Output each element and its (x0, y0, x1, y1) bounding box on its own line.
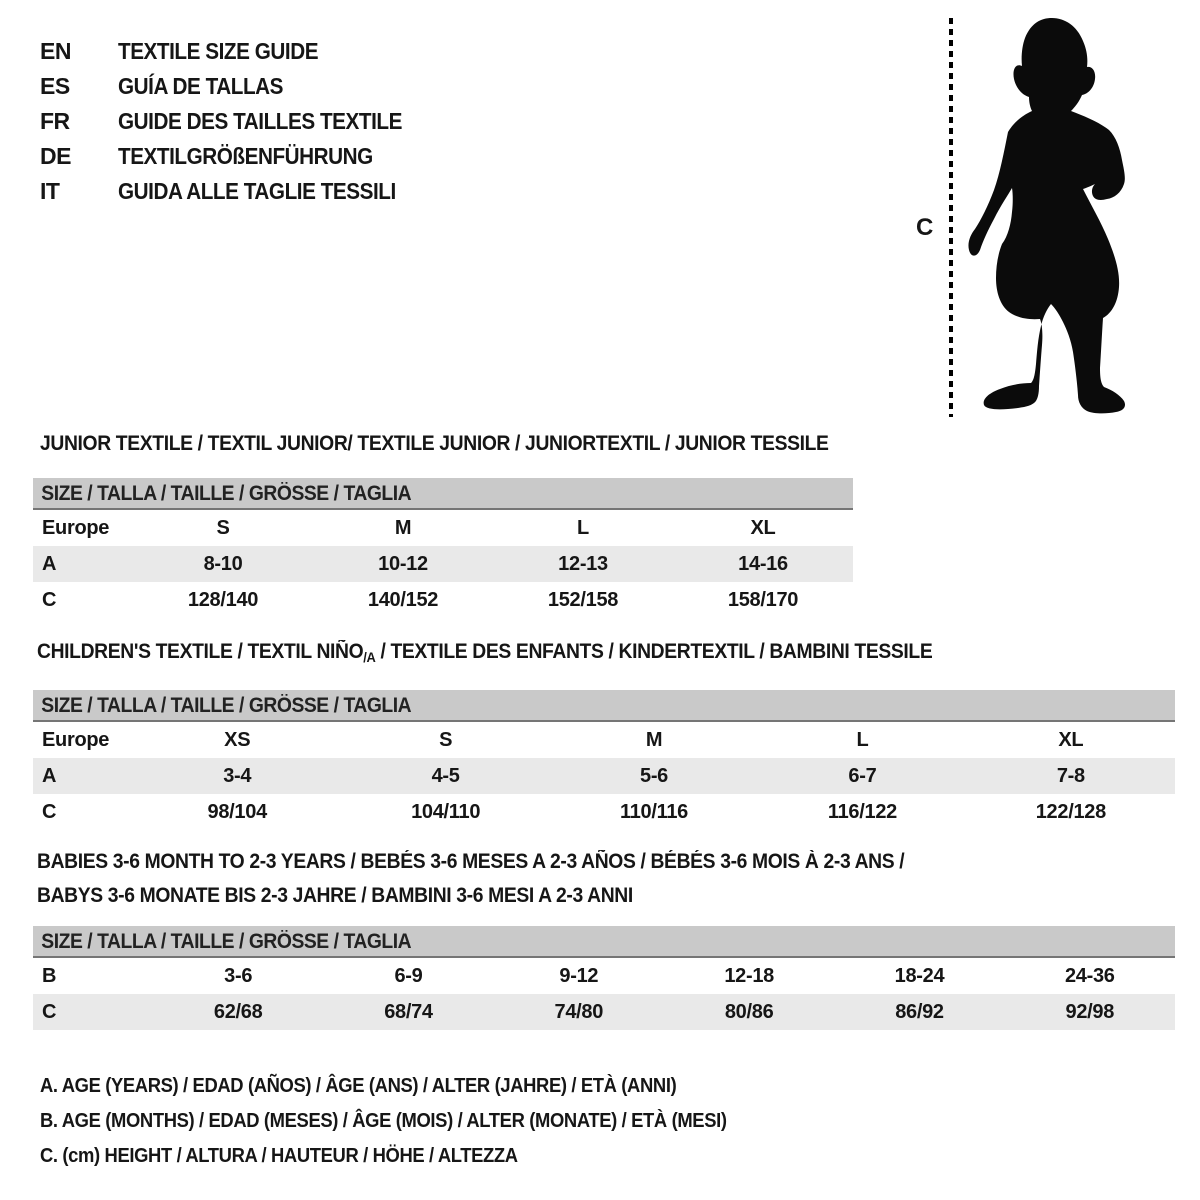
value-cell: 98/104 (207, 800, 267, 823)
babies-size-table (33, 926, 1175, 1030)
row-key-cell: B (42, 964, 57, 987)
value-cell: 68/74 (384, 1000, 433, 1023)
size-header-label: SIZE / TALLA / TAILLE / GRÖSSE / TAGLIA (41, 694, 412, 717)
size-header-label: SIZE / TALLA / TAILLE / GRÖSSE / TAGLIA (41, 930, 412, 953)
column-header-cell: M (394, 516, 412, 539)
size-header-bar (33, 926, 1175, 958)
column-header-cell: Europe (42, 516, 110, 539)
value-cell: 12-13 (558, 552, 608, 575)
column-header-cell: XS (224, 728, 251, 751)
junior-row-a (33, 546, 853, 582)
children-heading-pre: CHILDREN'S TEXTILE / TEXTIL NIÑO (37, 640, 364, 663)
children-row-c (33, 794, 1175, 830)
value-cell: 74/80 (554, 1000, 604, 1023)
page-title-de: TEXTILGRÖßENFÜHRUNG (118, 143, 373, 169)
lang-code: FR (40, 108, 70, 134)
children-section-heading (37, 640, 932, 665)
value-cell: 92/98 (1065, 1000, 1115, 1023)
value-cell: 110/116 (620, 800, 689, 823)
column-header-cell: M (645, 728, 663, 751)
size-header-bar (33, 690, 1175, 722)
row-key-cell: A (42, 552, 57, 575)
column-header-cell: S (439, 728, 453, 751)
children-column-header-row (33, 722, 1175, 758)
column-header-cell: XL (750, 516, 776, 539)
children-row-a (33, 758, 1175, 794)
value-cell: 4-5 (431, 764, 460, 787)
babies-section-heading-line1: BABIES 3-6 MONTH TO 2-3 YEARS / BEBÉS 3-6 MESES A 2-3 AÑOS / BÉBÉS 3-6 MOIS À 2-3 ANS / (37, 850, 905, 873)
row-key-cell: C (42, 588, 57, 611)
row-key-cell: C (42, 1000, 57, 1023)
value-cell: 7-8 (1056, 764, 1085, 787)
value-cell: 152/158 (547, 588, 619, 611)
value-cell: 3-4 (223, 764, 252, 787)
column-header-cell: L (577, 516, 589, 539)
babies-section-heading-line2: BABYS 3-6 MONATE BIS 2-3 JAHRE / BAMBINI 3-6 MESI A 2-3 ANNI (37, 884, 633, 907)
babies-row-b (33, 958, 1175, 994)
value-cell: 104/110 (411, 800, 481, 823)
height-measure-label: C (916, 214, 934, 241)
size-header-label: SIZE / TALLA / TAILLE / GRÖSSE / TAGLIA (41, 482, 412, 505)
value-cell: 18-24 (894, 964, 945, 987)
babies-row-c (33, 994, 1175, 1030)
page-title-fr: GUIDE DES TAILLES TEXTILE (118, 108, 402, 134)
height-measure-dashed-line (949, 18, 953, 417)
value-cell: 8-10 (203, 552, 243, 575)
legend-age-years: A. AGE (YEARS) / EDAD (AÑOS) / ÂGE (ANS) / ALTER (JAHRE) / ETÀ (ANNI) (40, 1075, 677, 1097)
size-header-bar (33, 478, 853, 510)
value-cell: 5-6 (640, 764, 669, 787)
value-cell: 3-6 (224, 964, 253, 987)
value-cell: 6-7 (848, 764, 877, 787)
title-row-fr (40, 104, 434, 139)
title-row-es (40, 69, 434, 104)
value-cell: 24-36 (1064, 964, 1115, 987)
junior-section-heading: JUNIOR TEXTILE / TEXTIL JUNIOR/ TEXTILE JUNIOR / JUNIORTEXTIL / JUNIOR TESSILE (40, 432, 829, 455)
column-header-cell: S (216, 516, 230, 539)
title-language-list (40, 34, 434, 209)
legend-age-months: B. AGE (MONTHS) / EDAD (MESES) / ÂGE (MOIS) / ALTER (MONATE) / ETÀ (MESI) (40, 1110, 727, 1132)
page-title-es: GUÍA DE TALLAS (118, 73, 284, 99)
value-cell: 140/152 (367, 588, 439, 611)
value-cell: 14-16 (738, 552, 788, 575)
value-cell: 62/68 (213, 1000, 263, 1023)
lang-code: EN (40, 38, 71, 64)
value-cell: 80/86 (724, 1000, 774, 1023)
page-title: TEXTILE SIZE GUIDE (118, 38, 319, 64)
children-heading-sub: /A (363, 649, 376, 665)
value-cell: 10-12 (378, 552, 428, 575)
row-key-cell: A (42, 764, 57, 787)
lang-code: IT (40, 178, 60, 204)
junior-column-header-row (33, 510, 853, 546)
value-cell: 158/170 (727, 588, 799, 611)
junior-size-table (33, 478, 853, 618)
lang-code: DE (40, 143, 71, 169)
column-header-cell: Europe (42, 728, 110, 751)
legend-height-cm: C. (cm) HEIGHT / ALTURA / HAUTEUR / HÖHE / ALTEZZA (40, 1145, 518, 1167)
value-cell: 86/92 (895, 1000, 944, 1023)
children-heading-post: / TEXTILE DES ENFANTS / KINDERTEXTIL / BAMBINI TESSILE (375, 640, 933, 663)
junior-row-c (33, 582, 853, 618)
column-header-cell: XL (1058, 728, 1084, 751)
title-row-en (40, 34, 434, 69)
title-row-de (40, 139, 434, 174)
children-size-table (33, 690, 1175, 830)
page-title-it: GUIDA ALLE TAGLIE TESSILI (118, 178, 396, 204)
value-cell: 128/140 (187, 588, 259, 611)
value-cell: 6-9 (394, 964, 423, 987)
baby-silhouette-icon (968, 16, 1132, 418)
column-header-cell: L (856, 728, 869, 751)
lang-code: ES (40, 73, 70, 99)
value-cell: 122/128 (1035, 800, 1106, 823)
value-cell: 9-12 (559, 964, 599, 987)
row-key-cell: C (42, 800, 57, 823)
title-row-it (40, 174, 434, 209)
value-cell: 116/122 (827, 800, 897, 823)
value-cell: 12-18 (724, 964, 774, 987)
